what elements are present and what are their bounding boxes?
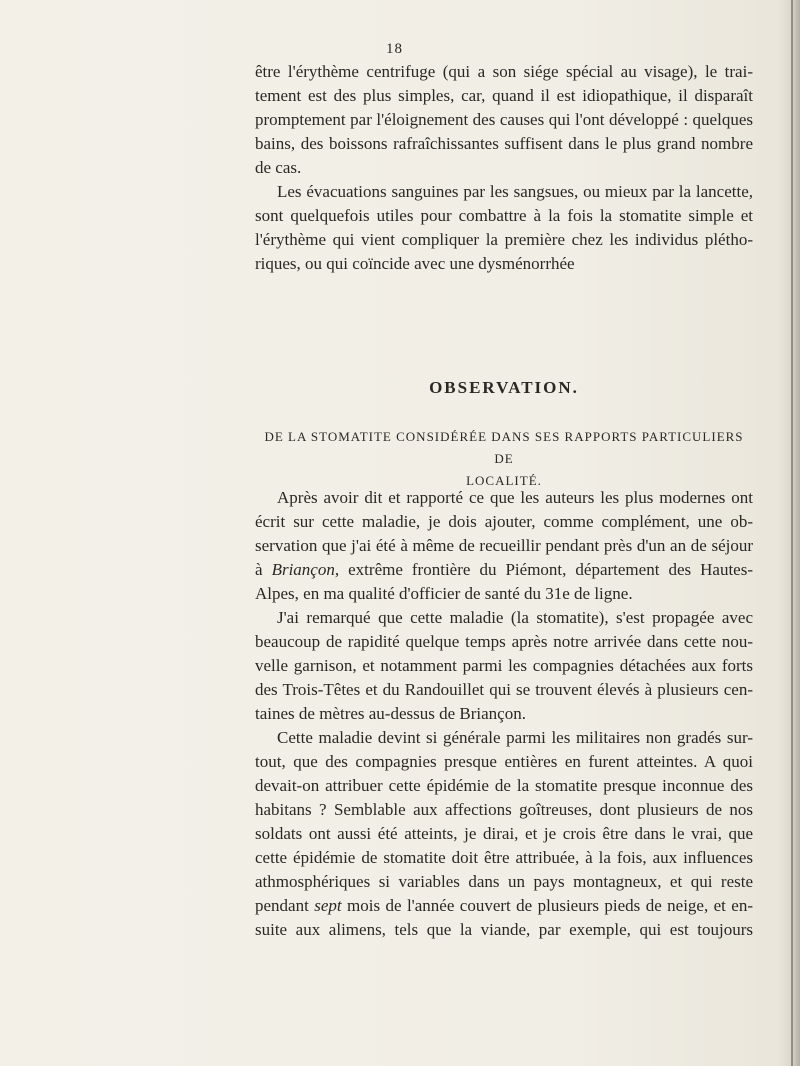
text-line: taines de mètres au-dessus de Briançon. — [255, 704, 526, 723]
text-line: être l'érythème centrifuge (qui a son siége spécial au visage), le trai- — [255, 62, 753, 81]
text-line: Cette maladie devint si générale parmi les militaires non gradés sur- — [277, 728, 753, 747]
page-number: 18 — [386, 41, 403, 57]
text-line: beaucoup de rapidité quelque temps après notre arrivée dans cette nou- — [255, 632, 753, 651]
text-line — [255, 558, 753, 582]
text-line: servation que j'ai été à même de recueillir pendant près d'un an de séjour — [255, 536, 753, 555]
text-line: habitans ? Semblable aux affections goîtreuses, dont plusieurs de nos — [255, 800, 753, 819]
place-name: Briançon — [271, 560, 335, 579]
text-line: athmosphériques si variables dans un pays montagneux, et qui reste — [255, 872, 753, 891]
section-heading: OBSERVATION. — [429, 378, 579, 397]
text-segment: , extrême frontière du Piémont, département des Hautes- — [334, 560, 753, 579]
text-line: tout, que des compagnies presque entières en furent atteintes. A quoi — [255, 752, 753, 771]
text-line: soldats ont aussi été atteints, je dirai, et je crois être dans le vrai, que — [255, 824, 753, 843]
text-line: Alpes, en ma qualité d'officier de santé du 31e de ligne. — [255, 584, 633, 603]
text-line: bains, des boissons rafraîchissantes suffisent dans le plus grand nombre — [255, 134, 753, 153]
subheading-line: LOCALITÉ. — [466, 473, 542, 488]
text-line: cette épidémie de stomatite doit être attribuée, à la fois, aux influences — [255, 848, 753, 867]
section-subheading — [255, 426, 753, 492]
text-line — [255, 894, 753, 918]
text-segment: mois de l'année couvert de plusieurs pieds de neige, et en- — [341, 896, 753, 915]
page-edge-shadow — [778, 0, 800, 1066]
subheading-line: DE LA STOMATITE CONSIDÉRÉE DANS SES RAPPORTS PARTICULIERS DE — [264, 429, 744, 466]
text-line: J'ai remarqué que cette maladie (la stomatite), s'est propagée avec — [277, 608, 753, 627]
emphasis: sept — [314, 896, 342, 915]
text-line: sont quelquefois utiles pour combattre à la fois la stomatite simple et — [255, 206, 753, 225]
text-line: l'érythème qui vient compliquer la première chez les individus plétho- — [255, 230, 753, 249]
text-line: Les évacuations sanguines par les sangsues, ou mieux par la lancette, — [277, 182, 753, 201]
text-line: écrit sur cette maladie, je dois ajouter, comme complément, une ob- — [255, 512, 753, 531]
text-line: velle garnison, et notamment parmi les compagnies détachées aux forts — [255, 656, 753, 675]
page-edge-line — [791, 0, 793, 1066]
body-text — [255, 60, 753, 276]
text-line: riques, ou qui coïncide avec une dysménorrhée — [255, 254, 575, 273]
text-line: promptement par l'éloignement des causes qui l'ont développé : quelques — [255, 110, 753, 129]
text-line: Après avoir dit et rapporté ce que les auteurs les plus modernes ont — [277, 488, 753, 507]
text-line: suite aux alimens, tels que la viande, par exemple, qui est toujours — [255, 920, 753, 939]
text-segment: pendant — [255, 896, 315, 915]
text-line: tement est des plus simples, car, quand il est idiopathique, il disparaît — [255, 86, 753, 105]
body-text — [255, 486, 753, 942]
text-segment: à — [255, 560, 272, 579]
text-line: des Trois-Têtes et du Randouillet qui se trouvent élevés à plusieurs cen- — [255, 680, 753, 699]
text-line: devait-on attribuer cette épidémie de la stomatite presque inconnue des — [255, 776, 753, 795]
text-line: de cas. — [255, 158, 302, 177]
